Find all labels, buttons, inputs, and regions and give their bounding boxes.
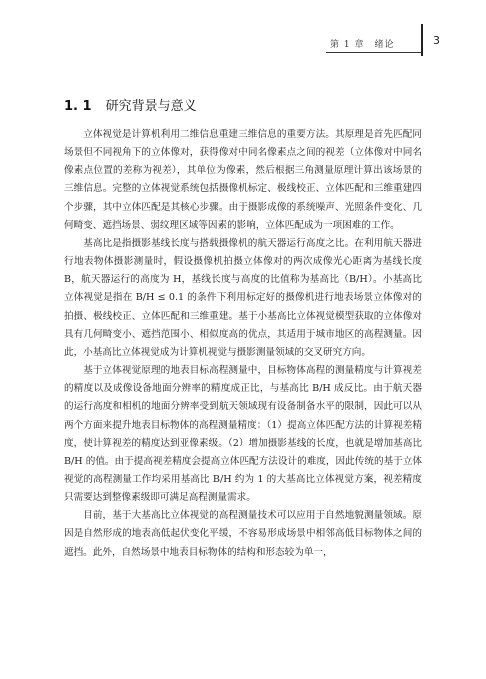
paragraph: 立体视觉是计算机利用二维信息重建三维信息的重要方法。其原理是首先匹配同场景但不同视角下的立体像对，获得像对中同名像素点之间的视差（立体像对中同名像素点位置的差称为视差），其单位为像素，然后根据三角测量原理计算出该场景的三维信息。完整的立体视觉系统包括摄像机标定、极线校正、立体匹配和三维重建四个步骤，其中立体匹配是其核心步骤。由于摄影成像的系统噪声、光照条件变化、几何畸变、遮挡场景、弱纹理区域等因素的影响，立体匹配成为一项困难的工作。 xyxy=(64,129,422,231)
paragraph: 基于立体视觉原理的地表目标高程测量中，目标物体高程的测量精度与计算视差的精度以及成像设备地面分辨率的精度成正比，与基高比 B/H 成反比。由于航天器的运行高度和相机的地面分辨率受到航天领域现有设备制备水平的限制，因此可以从两个方面来提升地表目标物体的高程测量精度：（1）提高立体匹配方法的计算视差精度，使计算视差的精度达到亚像素级。（2）增加摄影基线的长度，也就是增加基高比 B/H 的值。由于提高视差精度会提高立体匹配方法设计的难度，因此传统的基于立体视觉的高程测量工作均采用基高比 B/H 约为 1 的大基高比立体视觉方案，视差精度只需要达到整像素级即可满足高程测量需求。 xyxy=(64,365,422,504)
section-number: 1. 1 xyxy=(64,99,92,114)
page-number: 3 xyxy=(433,34,440,47)
section-heading xyxy=(64,95,197,114)
running-head: 第 1 章 绪论 xyxy=(330,40,395,50)
header-rule xyxy=(326,52,421,53)
paragraph: 基高比是指摄影基线长度与搭载摄像机的航天器运行高度之比。在利用航天器进行地表物体摄影测量时，假设摄像机拍摄立体像对的两次成像光心距离为基线长度 B，航天器运行的高度为 H，基线长度与高度的比值称为基高比（B/H）。小基高比立体视觉是指在 B/H ≤ 0.1 的条件下利用标定好的摄像机进行地表场景立体像对的拍摄、极线校正、立体匹配和三维重建。基于小基高比立体视觉模型获取的立体像对具有几何畸变小、遮挡范围小、相似度高的优点，其适用于城市地区的高程测量。因此，小基高比立体视觉成为计算机视觉与摄影测量领域的交叉研究方向。 xyxy=(64,237,422,358)
body-text xyxy=(64,126,422,562)
paragraph: 目前，基于大基高比立体视觉的高程测量技术可以应用于自然地貌测量领域。原因是自然形成的地表高低起伏变化平缓，不容易形成场景中相邻高低目标物体之间的遮挡。此外，自然场景中地表目标物体的结构和形态较为单一， xyxy=(64,510,422,558)
section-title: 研究背景与意义 xyxy=(105,99,197,114)
header-vertical-rule xyxy=(421,24,423,56)
